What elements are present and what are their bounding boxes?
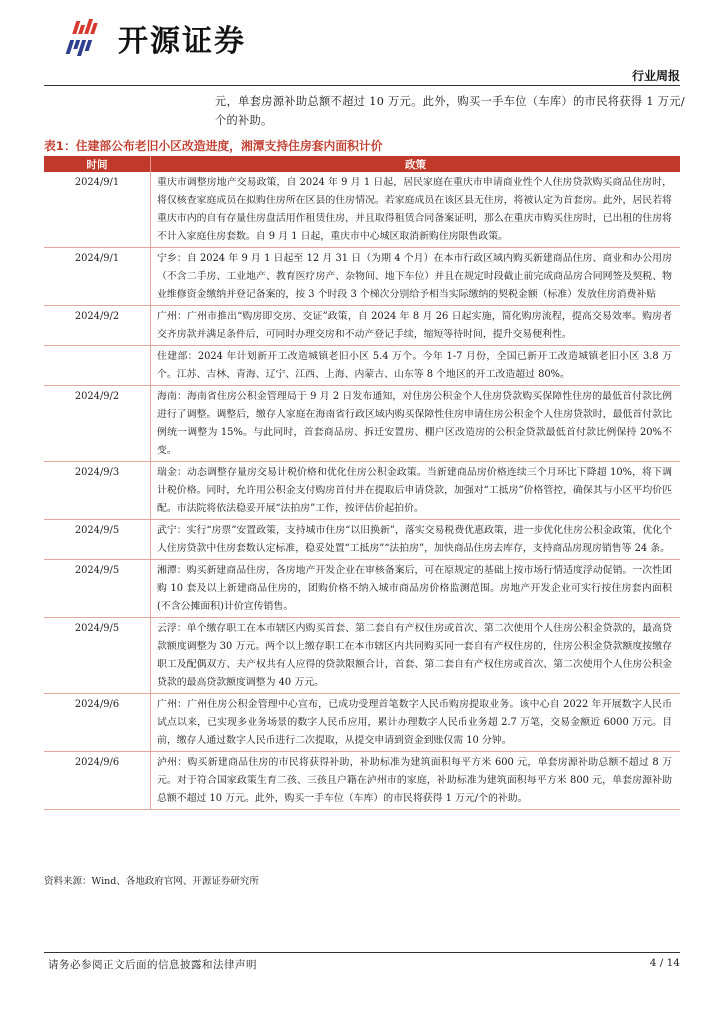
row-policy: 云浮：单个缴存职工在本市辖区内购买首套、第二套自有产权住房或首次、第二次使用个人住房公积金贷款的，最高贷款额度调整为 30 万元。两个以上缴存职工在本市辖区内共同购买同一套自有产权住房的，住房公积金贷款额度按缴存职工及配偶双方、夫产权共有人应得的贷款限额合计，首套、第二套自有产权住房或首次、第二次使用个人住房公积金贷款的最高贷款额度调整为 40 万元。 [151,618,681,694]
row-date: 2024/9/2 [44,306,151,346]
row-policy: 重庆市调整房地产交易政策，自 2024 年 9 月 1 日起，居民家庭在重庆市申请商业性个人住房贷款购买商品住房时，将仅核查家庭成员在拟购住房所在区县的住房情况。若家庭成员在该区县无住房，将被认定为首套房。此外，居民若将重庆市内的自有存量住房盘活用作租赁住房，并且取得租赁合同备案证明，那么在重庆市购买住房时，已出租的住房将不计入家庭住房套数。自 9 月 1 日起，重庆市中心城区取消新购住房限售政策。 [151,172,681,248]
table-caption: 表1：住建部公布老旧小区改造进度，湘潭支持住房套内面积计价 [44,139,383,153]
row-policy: 瑞金：动态调整存量房交易计税价格和优化住房公积金政策。当新建商品房价格连续三个月环比下降超 10%，将下调计税价格。同时，允许用公积金支付购房首付并在提取后申请贷款，加强对“工抵房”价格管控，确保其与小区平均价匹配。市法院将依法稳妥开展“法拍房”工作，按评估价起拍价。 [151,462,681,520]
row-date: 2024/9/5 [44,560,151,618]
policy-table [44,156,680,810]
report-type-label: 行业周报 [631,69,680,83]
row-policy: 海南：海南省住房公积金管理局于 9 月 2 日发布通知，对住房公积金个人住房贷款购买保障性住房的最低首付款比例进行了调整。调整后，缴存人家庭在海南省行政区域内购买保障性住房申请住房公积金个人住房贷款时，最低首付款比例统一调整为 15%。与此同时，首套商品房、拆迁安置房、棚户区改造房的公积金贷款最低首付款比例保持 20%不变。 [151,386,681,462]
table-header-row [44,156,680,172]
table-row [44,752,680,810]
row-date: 2024/9/3 [44,462,151,520]
column-header-policy: 政策 [151,156,681,172]
table-row [44,306,680,346]
table-row [44,248,680,306]
column-header-time: 时间 [44,156,151,172]
row-policy: 广州：广州市推出“购房即交房、交证”政策，自 2024 年 8 月 26 日起实施，简化购房流程，提高交易效率。购房者交齐房款并满足条件后，可同时办理交房和不动产登记手续，缩短等待时间，提升交易便利性。 [151,306,681,346]
row-policy: 广州：广州住房公积金管理中心宣布，已成功受理首笔数字人民币购房提取业务。该中心自 2022 年开展数字人民币试点以来，已实现多业务场景的数字人民币应用，累计办理数字人民币业务超 2.7 万笔，交易金额近 6000 万元。目前，缴存人通过数字人民币进行二次提取，从提交申请到资金到账仅需 10 分钟。 [151,694,681,752]
table-row [44,386,680,462]
row-date: 2024/9/6 [44,752,151,810]
row-policy: 泸州：购买新建商品住房的市民将获得补助，补助标准为建筑面积每平方米 600 元，单套房源补助总额不超过 8 万元。对于符合国家政策生育二孩、三孩且户籍在泸州市的家庭，补助标准为建筑面积每平方米 800 元，单套房源补助总额不超过 10 万元。此外，购买一手车位（车库）的市民将获得 1 万元/个的补助。 [151,752,681,810]
row-date: 2024/9/1 [44,172,151,248]
table-row [44,618,680,694]
footer-disclaimer: 请务必参阅正文后面的信息披露和法律声明 [48,959,257,971]
intro-paragraph: 元，单套房源补助总额不超过 10 万元。此外，购买一手车位（车库）的市民将获得 1 万元/个的补助。 [215,95,685,127]
table-row [44,172,680,248]
logo-mark-icon [58,16,112,60]
row-policy: 湘潭：购买新建商品住房，各房地产开发企业在审核备案后，可在原规定的基础上按市场行情适度浮动促销。一次性团购 10 套及以上新建商品住房的，团购价格不纳入城市商品房价格监测范围。房地产开发企业可实行按住房套内面积(不含公摊面积)计价宣传销售。 [151,560,681,618]
row-date [44,346,151,386]
table-row [44,694,680,752]
header-divider [44,85,680,86]
company-logo [58,16,246,60]
row-date: 2024/9/5 [44,618,151,694]
table-row [44,346,680,386]
table-row [44,462,680,520]
row-date: 2024/9/6 [44,694,151,752]
row-policy: 宁乡：自 2024 年 9 月 1 日起至 12 月 31 日（为期 4 个月）在本市行政区域内购买新建商品住房、商业和办公用房（不含二手房、工业地产、教育医疗房产、杂物间、地下车位）并且在规定时段截止前完成商品房合同网签及契税、物业维修资金缴纳并登记备案的，按 3 个时段 3 个梯次分别给予相当实际缴纳的契税金额（标准）发放住房消费补贴 [151,248,681,306]
row-date: 2024/9/1 [44,248,151,306]
row-policy: 住建部：2024 年计划新开工改造城镇老旧小区 5.4 万个。今年 1-7 月份，全国已新开工改造城镇老旧小区 3.8 万个。江苏、吉林、青海、辽宁、江西、上海、内蒙古、山东等 8 个地区的开工改造超过 80%。 [151,346,681,386]
page-number: 4 / 14 [649,957,680,969]
table-row [44,520,680,560]
source-note: 资料来源：Wind、各地政府官网、开源证券研究所 [44,876,259,887]
table-row [44,560,680,618]
row-policy: 武宁：实行“房票”安置政策，支持城市住房“以旧换新”，落实交易税费优惠政策，进一步优化住房公积金政策，优化个人住房贷款中住房套数认定标准，稳妥处置“工抵房”“法拍房”，加快商品住房去库存，支持商品房现房销售等 24 条。 [151,520,681,560]
row-date: 2024/9/5 [44,520,151,560]
company-name: 开源证券 [118,24,246,59]
row-date: 2024/9/2 [44,386,151,462]
footer-divider [44,952,680,953]
